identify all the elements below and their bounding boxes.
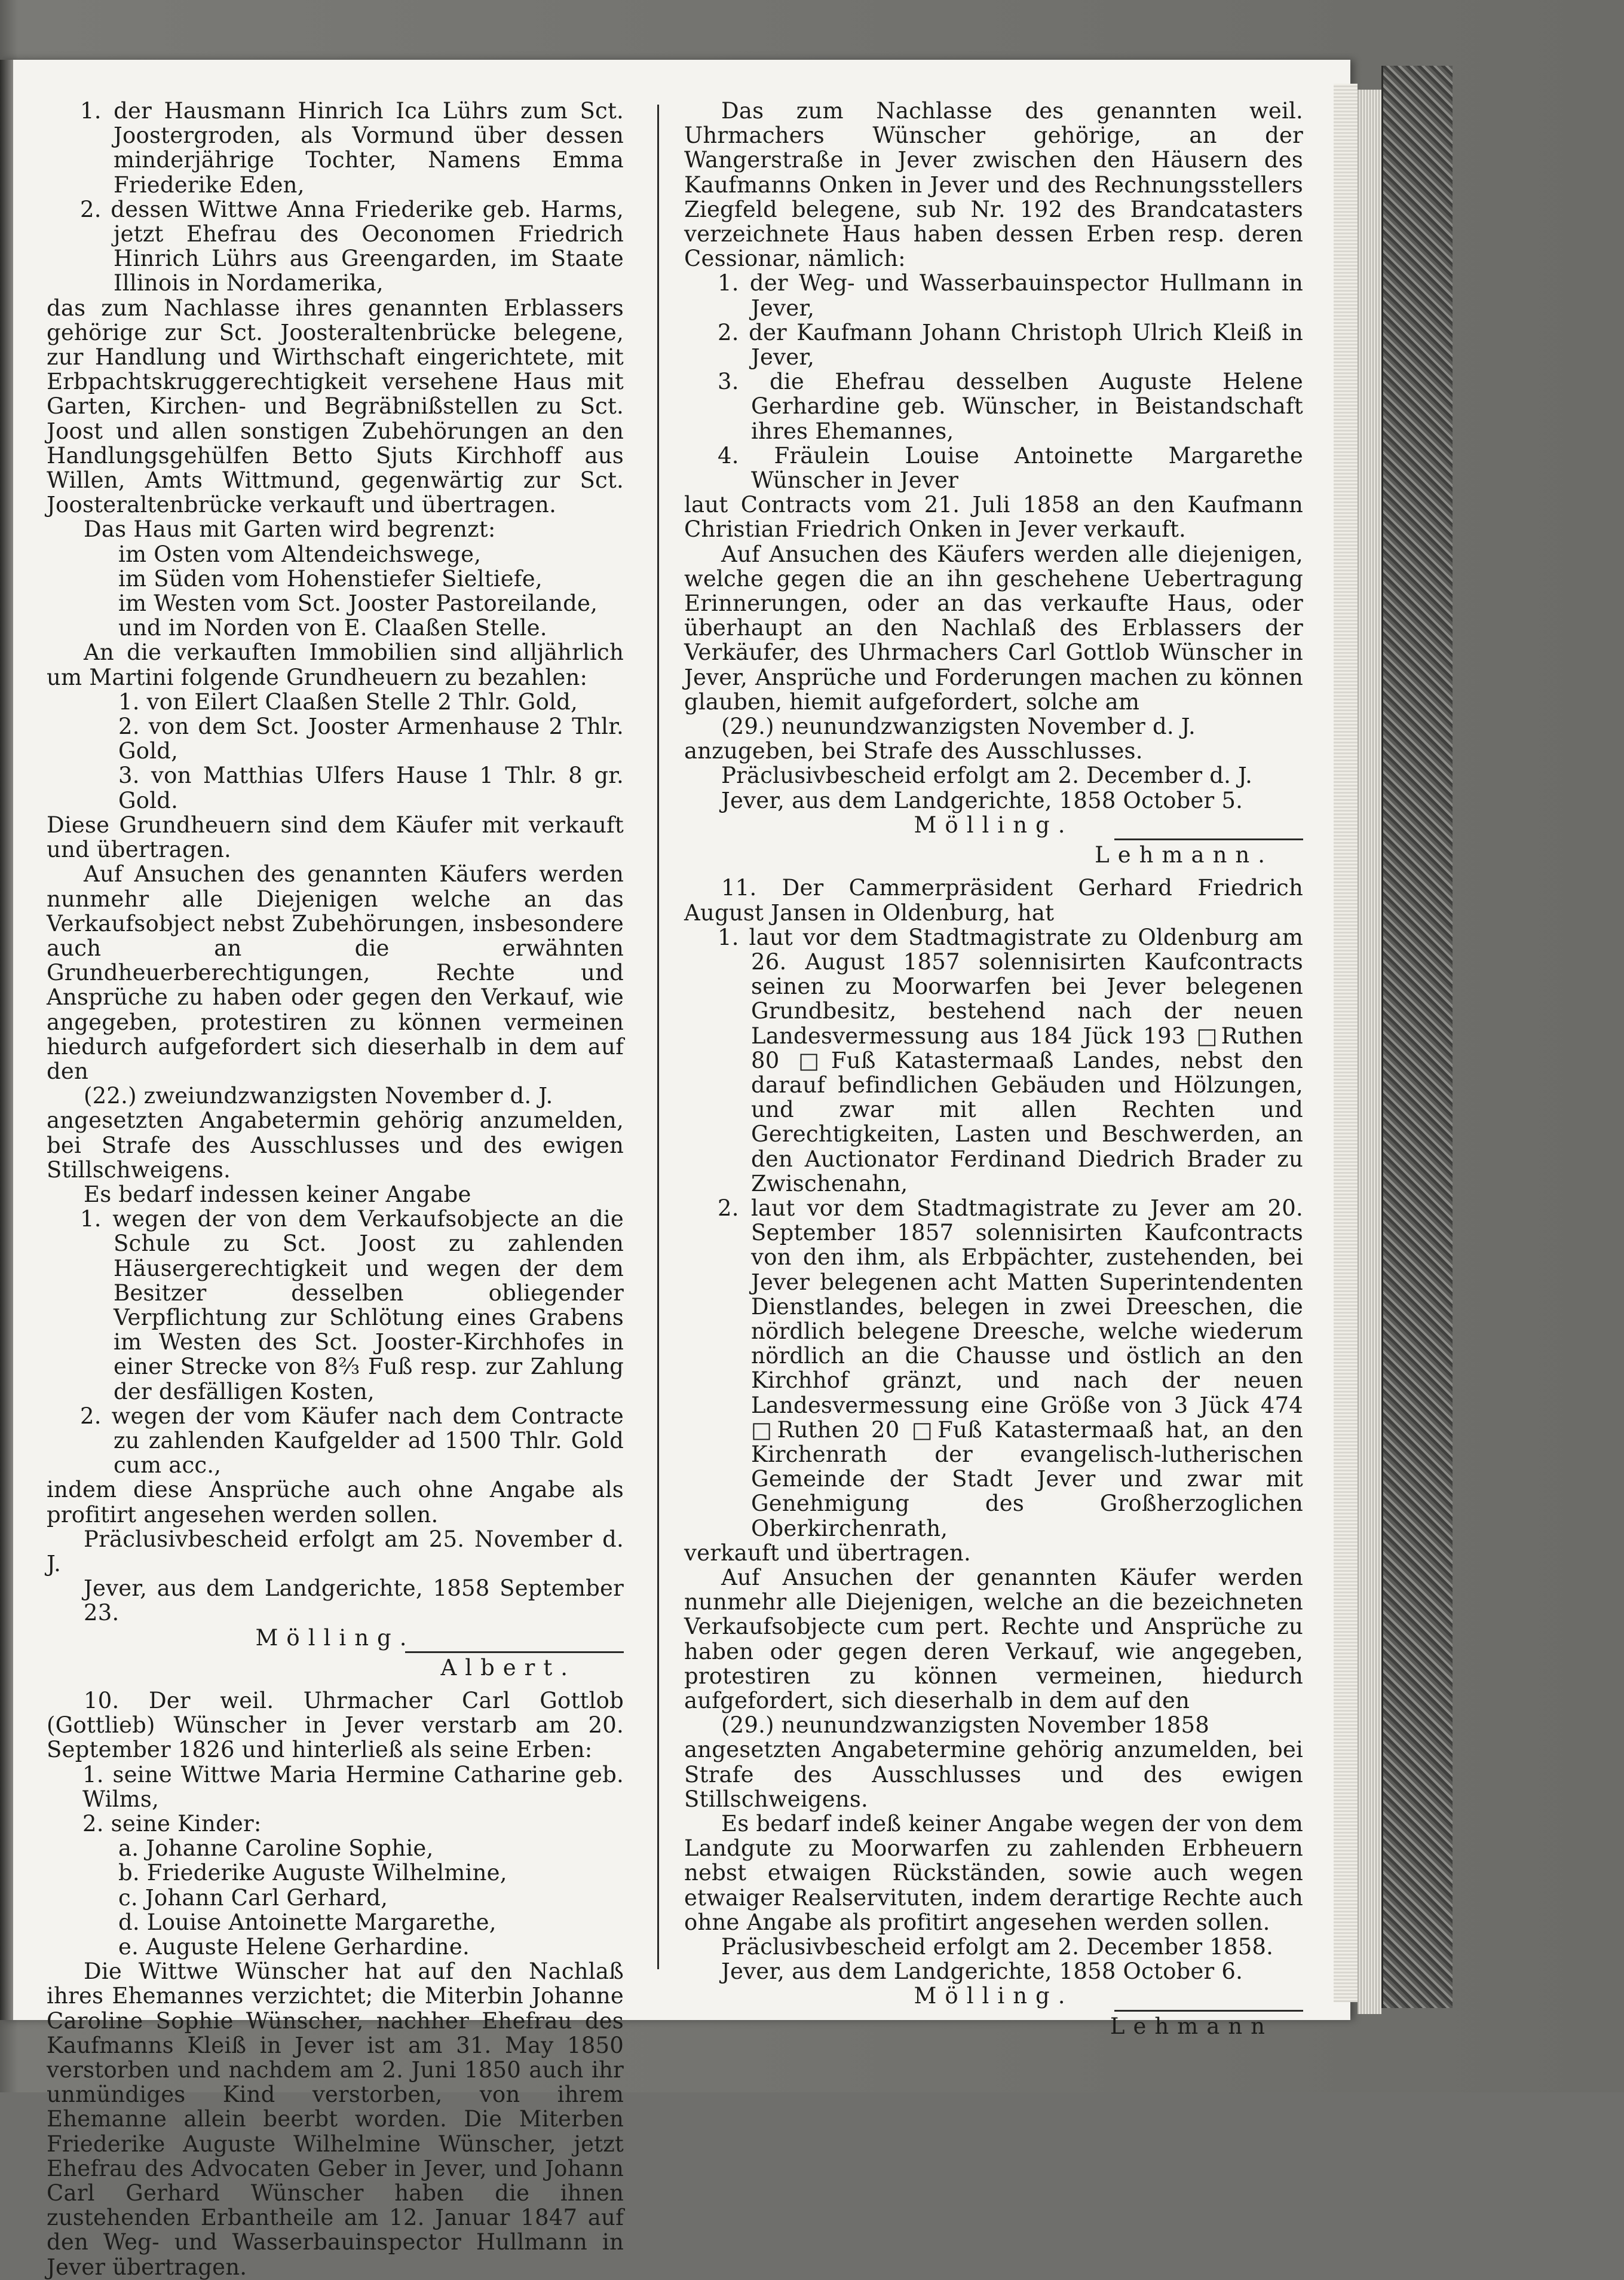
- child-item: a. Johanne Caroline Sophie,: [118, 1835, 434, 1862]
- signature-albert: Albert.: [440, 1654, 576, 1681]
- signature-lehmann: Lehmann.: [1095, 842, 1273, 868]
- term-date: (29.) neunundzwanzigsten November 1858: [721, 1712, 1209, 1739]
- item-text: laut vor dem Stadtmagistrate zu Jever am 20. September 1857 solennisirten Kaufcontracts von den ihm, als Erbpächter, zustehenden, bei Jever belegenen acht Matten Superintendenten Dienstlandes, belegen in zwei Dreeschen, die nördlich belegene Dreesche, welche wiederum nördlich an die Chausse und östlich an den Kirchhof gränzt, und nach der neuen Landesvermessung eine Größe von 3 Jück 474 □Ruthen 20 □Fuß Katastermaaß hat, an den Kirchenrath der evangelisch-lutherischen Gemeinde der Stadt Jever und zwar mit Genehmigung des Großherzoglichen Oberkirchenrath,: [751, 1195, 1304, 1541]
- item-number: 3.: [718, 369, 739, 395]
- item-number: 1.: [718, 270, 739, 296]
- signature-lehmann: Lehmann: [1110, 2013, 1273, 2039]
- child-item: d. Louise Antoinette Margarethe,: [118, 1909, 497, 1935]
- summons-paragraph: Auf Ansuchen der genannten Käufer werden nunmehr alle Diejenigen, welche an die bezeichneten Verkaufsobjecte cum pert. Rechte und Ansprüche zu haben oder gegen deren Verkauf, wie angegeben, protestiren zu können vermeinen, hiedurch aufgefordert, sich dieserhalb in dem auf den: [684, 1564, 1303, 1713]
- previous-page-sliver: [0, 60, 13, 2020]
- contract-item: [684, 925, 1303, 1196]
- term-paragraph: angesetzten Angabetermin gehörig anzumelden, bei Strafe des Ausschlusses und des ewigen Stillschweigens.: [47, 1107, 624, 1183]
- item-number: 1.: [718, 924, 739, 950]
- signature-rule: [405, 1651, 624, 1653]
- exception-intro: Es bedarf indessen keiner Angabe: [84, 1181, 471, 1207]
- contract-item: [684, 1196, 1303, 1541]
- heir-seller-item: [684, 369, 1303, 443]
- place-date: Jever, aus dem Landgerichte, 1858 September 23.: [84, 1575, 624, 1626]
- column-divider: [657, 105, 659, 1969]
- child-item: c. Johann Carl Gerhard,: [118, 1884, 388, 1911]
- section-10-body: Die Wittwe Wünscher hat auf den Nachlaß ihres Ehemannes verzichtet; die Miterbin Johanne Caroline Sophie Wünscher, nachher Ehefrau des Kaufmanns Kleiß in Jever ist am 31. May 1850 verstorben und nachdem am 2. Juni 1850 auch ihr unmündiges Kind verstorben, von ihrem Ehemanne allein beerbt worden. Die Miterben Friederike Auguste Wilhelmine Wünscher, jetzt Ehefrau des Advocaten Geber in Jever, und Johann Carl Gerhard Wünscher haben die ihnen zustehenden Erbantheile am 12. Januar 1847 auf den Weg- und Wasserbauinspector Hullmann in Jever übertragen.: [47, 1958, 624, 2280]
- seller-item: [47, 197, 624, 296]
- heir-item: 2. seine Kinder:: [82, 1811, 262, 1837]
- ground-rent-intro: An die verkauften Immobilien sind alljährlich um Martini folgende Grundheuern zu bezahlen:: [47, 639, 624, 690]
- item-text: wegen der von dem Verkaufsobjecte an die Schule zu Sct. Joost zu zahlenden Häusergerechtigkeit und wegen der dem Besitzer desselben obliegender Verpflichtung zur Schlötung eines Grabens im Westen des Sct. Jooster-Kirchhofes in einer Strecke von 8⅔ Fuß resp. zur Zahlung der desfälligen Kosten,: [112, 1206, 624, 1404]
- item-number: 1.: [80, 98, 102, 124]
- bound-line: im Osten vom Altendeichswege,: [118, 541, 482, 567]
- item-number: 2.: [718, 1195, 739, 1221]
- item-number: 2.: [80, 196, 102, 222]
- item-text: wegen der vom Käufer nach dem Contracte zu zahlenden Kaufgelder ad 1500 Thlr. Gold cum acc.,: [111, 1403, 624, 1479]
- bound-line: und im Norden von E. Claaßen Stelle.: [118, 615, 547, 641]
- summons-paragraph: Auf Ansuchen des genannten Käufers werden nunmehr alle Diejenigen welche an das Verkaufsobject nebst Zubehörungen, insbesondere auch an die erwähnten Grundheuerberechtigungen, Rechte und Ansprüche zu haben oder gegen den Verkauf, wie angegeben, protestiren zu können vermeinen hiedurch aufgefordert sich dieserhalb in dem auf den: [47, 861, 624, 1084]
- place-date: Jever, aus dem Landgerichte, 1858 October 6.: [721, 1958, 1243, 1985]
- item-text: die Ehefrau desselben Auguste Helene Gerhardine geb. Wünscher, in Beistandschaft ihres Ehemannes,: [751, 369, 1303, 444]
- sale-paragraph: das zum Nachlasse ihres genannten Erblassers gehörige zur Sct. Joosteraltenbrücke belegene, zur Handlung und Wirthschaft eingerichtete, mit Erbpachtskruggerechtigkeit versehene Haus mit Garten, Kirchen- und Begräbnißstellen zu Sct. Joost und allen sonstigen Zubehörungen an den Handlungsgehülfen Betto Sjuts Kirchhoff aus Willen, Amts Wittmund, gegenwärtig zur Sct. Joosteraltenbrücke verkauft und übertragen.: [47, 295, 624, 518]
- exception-item: [47, 1404, 624, 1478]
- right-column: [684, 99, 1303, 2039]
- ground-rent-text: Diese Grundheuern sind dem Käufer mit verkauft und übertragen.: [47, 812, 624, 863]
- exception-close: indem diese Ansprüche auch ohne Angabe als profitirt angesehen werden sollen.: [47, 1477, 624, 1528]
- house-bounds-intro: Das Haus mit Garten wird begrenzt:: [84, 516, 496, 543]
- bound-line: im Westen vom Sct. Jooster Pastoreilande,: [118, 590, 598, 617]
- item-number: 1.: [80, 1206, 102, 1232]
- bound-line: im Süden vom Hohenstiefer Sieltiefe,: [118, 565, 543, 592]
- item-text: dessen Wittwe Anna Friederike geb. Harms, jetzt Ehefrau des Oeconomen Friedrich Hinrich Lührs aus Greengarden, im Staate Illinois in Nordamerika,: [111, 196, 624, 296]
- signature-moelling: Mölling.: [914, 812, 1074, 838]
- section-10-intro: 10. Der weil. Uhrmacher Carl Gottlob (Gottlieb) Wünscher in Jever verstarb am 20. September 1826 und hinterließ als seine Erben:: [47, 1688, 624, 1763]
- summons-paragraph: Auf Ansuchen des Käufers werden alle diejenigen, welche gegen die an ihn geschehene Uebertragung Erinnerungen, oder an das verkaufte Haus, oder überhaupt an den Nachlaß des Erblassers der Verkäufer, des Uhrmachers Carl Gottlob Wünscher in Jever, Ansprüche und Forderungen machen zu können glauben, hiemit aufgefordert, solche am: [684, 541, 1303, 715]
- term-date: (22.) zweiundzwanzigsten November d. J.: [84, 1083, 553, 1109]
- term-paragraph: anzugeben, bei Strafe des Ausschlusses.: [684, 738, 1143, 764]
- item-text: der Hausmann Hinrich Ica Lührs zum Sct. Joostergroden, als Vormund über dessen minderjährige Tochter, Namens Emma Friederike Eden,: [114, 98, 624, 198]
- item-text: laut vor dem Stadtmagistrate zu Oldenburg am 26. August 1857 solennisirten Kaufcontracts seinen zu Moorwarfen bei Jever belegenen Grundbesitz, bestehend nach der neuen Landesvermessung aus 184 Jück 193 □Ruthen 80 □Fuß Katastermaaß Landes, nebst den darauf befindlichen Gebäuden und Hölzungen, und zwar mit allen Rechten und Gerechtigkeiten, Lasten und Beschwerden, an den Auctionator Ferdinand Diedrich Brader zu Zwischenahn,: [749, 924, 1303, 1196]
- book-spine: [1381, 66, 1453, 2008]
- item-number: 2.: [718, 319, 739, 345]
- contract-line: laut Contracts vom 21. Juli 1858 an den Kaufmann Christian Friedrich Onken in Jever verkauft.: [684, 492, 1303, 543]
- heir-seller-item: [684, 320, 1303, 369]
- preclusion-notice: Präclusivbescheid erfolgt am 2. December d. J.: [721, 763, 1253, 789]
- item-text: der Weg- und Wasserbauinspector Hullmann in Jever,: [749, 270, 1304, 321]
- term-date: (29.) neunundzwanzigsten November d. J.: [721, 714, 1196, 740]
- heir-item: 1. seine Wittwe Maria Hermine Catharine geb. Wilms,: [82, 1761, 624, 1812]
- exception-item: [47, 1207, 624, 1404]
- place-date: Jever, aus dem Landgerichte, 1858 October 5.: [721, 787, 1243, 813]
- heir-seller-item: [684, 443, 1303, 492]
- house-sale-intro: Das zum Nachlasse des genannten weil. Uhrmachers Wünscher gehörige, an der Wangerstraße in Jever zwischen den Häusern des Kaufmanns Onken in Jever und des Rechnungsstellers Ziegfeld belegene, sub Nr. 192 des Brandcatasters verzeichnete Haus haben dessen Erben resp. deren Cessionar, nämlich:: [684, 98, 1303, 272]
- preclusion-notice: Präclusivbescheid erfolgt am 2. December 1858.: [721, 1934, 1274, 1960]
- child-item: e. Auguste Helene Gerhardine.: [118, 1934, 470, 1960]
- signature-rule: [1114, 838, 1303, 840]
- preclusion-notice: Präclusivbescheid erfolgt am 25. November d. J.: [47, 1526, 624, 1577]
- section-11-intro: 11. Der Cammerpräsident Gerhard Friedrich August Jansen in Oldenburg, hat: [684, 875, 1303, 926]
- term-paragraph: angesetzten Angabetermine gehörig anzumelden, bei Strafe des Ausschlusses und des ewigen Stillschweigens.: [684, 1737, 1303, 1812]
- signature-moelling: Mölling.: [914, 1983, 1074, 2009]
- book-page-edges: [1358, 90, 1381, 2014]
- ground-rent-item: 1. von Eilert Claaßen Stelle 2 Thlr. Gold,: [118, 688, 578, 715]
- ground-rent-item: 2. von dem Sct. Jooster Armenhause 2 Thlr. Gold,: [118, 714, 624, 764]
- item-text: Fräulein Louise Antoinette Margarethe Wünscher in Jever: [751, 442, 1303, 494]
- left-column: [47, 99, 624, 2279]
- item-text: der Kaufmann Johann Christoph Ulrich Kleiß in Jever,: [749, 319, 1304, 371]
- child-item: b. Friederike Auguste Wilhelmine,: [118, 1860, 507, 1886]
- sale-close: verkauft und übertragen.: [684, 1540, 971, 1566]
- heir-seller-item: [684, 271, 1303, 320]
- item-number: 4.: [718, 442, 739, 469]
- signature-rule: [1114, 2010, 1303, 2012]
- page-edge-shadow: [1334, 84, 1358, 2002]
- ground-rent-item: 3. von Matthias Ulfers Hause 1 Thlr. 8 gr. Gold.: [118, 763, 624, 813]
- seller-item: [47, 99, 624, 197]
- item-number: 2.: [80, 1403, 102, 1429]
- exception-paragraph: Es bedarf indeß keiner Angabe wegen der von dem Landgute zu Moorwarfen zu zahlenden Erbheuern nebst etwaigen Rückständen, sowie auch wegen etwaiger Realservituten, indem derartige Rechte auch ohne Angabe als profitirt angesehen werden sollen.: [684, 1811, 1303, 1935]
- signature-moelling: Mölling.: [255, 1624, 415, 1651]
